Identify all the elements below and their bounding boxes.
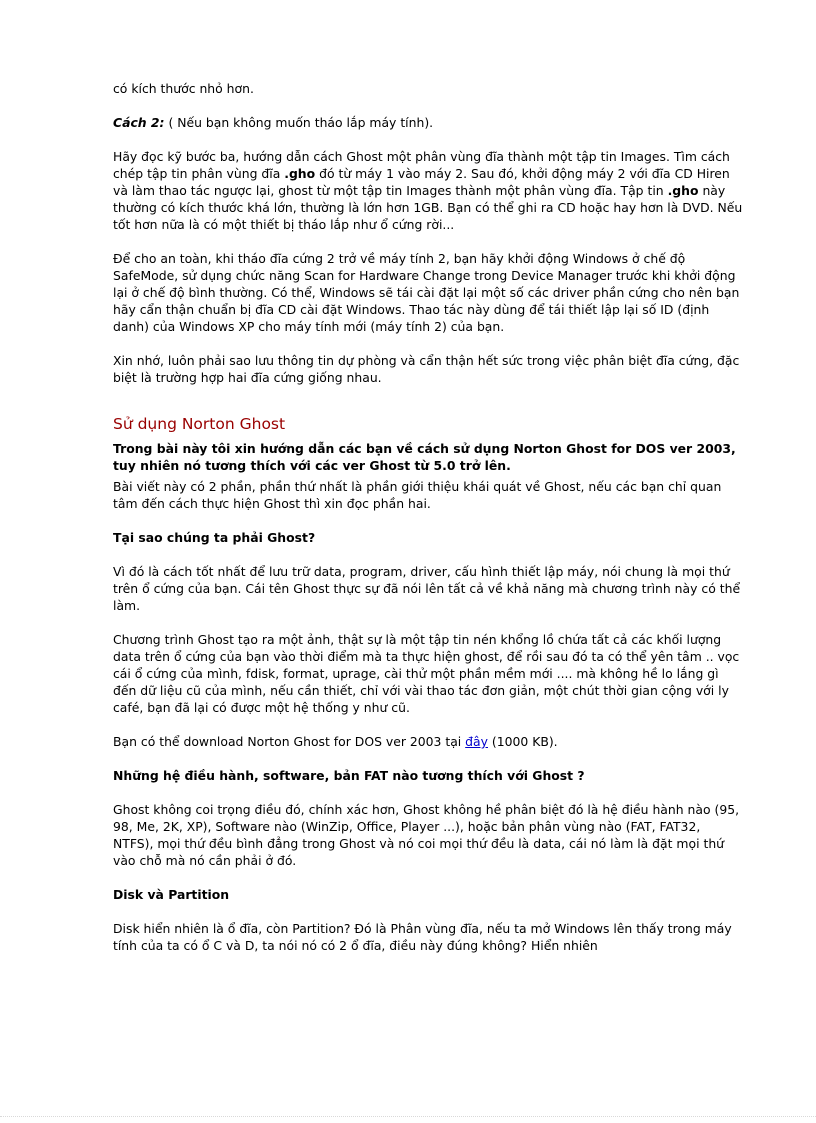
- safemode-paragraph: Để cho an toàn, khi tháo đĩa cứng 2 trở về máy tính 2, bạn hãy khởi động Windows ở chế độ SafeMode, sử dụng chức năng Scan for Hardware Change trong Device Manager trước khi khởi động lại ở chế độ bình thường. Có thể, Windows sẽ tái cài đặt lại một số các driver phần cứng cho nên bạn hãy cẩn thận chuẩn bị đĩa CD cài đặt Windows. Thao tác này dùng để tái thiết lập lại số ID (định danh) của Windows XP cho máy tính mới (máy tính 2) của bạn.: [113, 251, 740, 334]
- gho-extension: .gho: [667, 183, 699, 198]
- disk-paragraph: Disk hiển nhiên là ổ đĩa, còn Partition? Đó là Phân vùng đĩa, nếu ta mở Windows lên thấy trong máy tính của ta có ổ C và D, ta nói nó có 2 ổ đĩa, điều này đúng không? Hiển nhiên: [113, 921, 732, 953]
- method-2-text: ( Nếu bạn không muốn tháo lắp máy tính).: [164, 115, 434, 130]
- backup-paragraph: Xin nhớ, luôn phải sao lưu thông tin dự phòng và cẩn thận hết sức trong việc phân biệt đĩa cứng, đặc biệt là trường hợp hai đĩa cứng giống nhau.: [113, 353, 740, 385]
- why-heading: Tại sao chúng ta phải Ghost?: [113, 530, 316, 545]
- parts-paragraph: Bài viết này có 2 phần, phần thứ nhất là phần giới thiệu khái quát về Ghost, nếu các bạn chỉ quan tâm đến cách thực hiện Ghost thì xin đọc phần hai.: [113, 479, 722, 511]
- why-paragraph: Vì đó là cách tốt nhất để lưu trữ data, program, driver, cấu hình thiết lập máy, nói chung là mọi thứ trên ổ cứng của bạn. Cái tên Ghost thực sự đã nói lên tất cả về khả năng mà chương trình này có thể làm.: [113, 564, 741, 613]
- ghost-steps-text-1: Hãy đọc kỹ bước ba, hướng dẫn cách Ghost một phân vùng đĩa thành một tập tin Images. Tìm cách chép tập tin phân vùng đĩa: [113, 149, 730, 181]
- disk-heading: Disk và Partition: [113, 887, 230, 902]
- download-text-after: (1000 KB).: [487, 734, 558, 749]
- page-bottom-rule: [0, 1116, 816, 1117]
- intro-end-paragraph: có kích thước nhỏ hơn.: [113, 81, 254, 96]
- download-text-before: Bạn có thể download Norton Ghost for DOS ver 2003 tại: [113, 734, 466, 749]
- ghost-steps-paragraph: [113, 148, 743, 233]
- image-paragraph: Chương trình Ghost tạo ra một ảnh, thật sự là một tập tin nén khổng lồ chứa tất cả các khối lượng data trên ổ cứng của bạn vào thời điểm mà ta thực hiện ghost, để rồi sau đó ta có thể yên tâm .. vọc cái ổ cứng của mình, fdisk, format, uprage, cài thử một phần mềm mới .... mà không hề lo lắng gì đến dữ liệu cũ của mình, nếu cần thiết, chỉ với vài thao tác đơn giản, một chút thời gian cộng với ly café, bạn đã lại có được một hệ thống y như cũ.: [113, 632, 740, 715]
- lead-paragraph: Trong bài này tôi xin hướng dẫn các bạn về cách sử dụng Norton Ghost for DOS ver 2003, tuy nhiên nó tương thích với các ver Ghost từ 5.0 trở lên.: [113, 441, 736, 473]
- method-2-label: Cách 2:: [113, 115, 165, 130]
- method-2-paragraph: [113, 114, 743, 131]
- download-paragraph: [113, 733, 743, 750]
- section-title: Sử dụng Norton Ghost: [113, 415, 286, 433]
- gho-extension: .gho: [284, 166, 316, 181]
- os-heading: Những hệ điều hành, software, bản FAT nào tương thích với Ghost ?: [113, 768, 585, 783]
- ghost-steps-text-2: đó từ máy 1 vào máy 2. Sau đó, khởi động máy 2 với đĩa CD Hiren và làm thao tác ngược lại, ghost từ một tập tin Images thành một phân vùng đĩa. Tập tin: [113, 166, 730, 198]
- document-page: [113, 80, 743, 954]
- ghost-steps-text-3: này thường có kích thước khá lớn, thường là lớn hơn 1GB. Bạn có thể ghi ra CD hoặc hay hơn là DVD. Nếu tốt hơn nữa là có một thiết bị tháo lắp như ổ cứng rời...: [113, 183, 743, 232]
- os-paragraph: Ghost không coi trọng điều đó, chính xác hơn, Ghost không hề phân biệt đó là hệ điều hành nào (95, 98, Me, 2K, XP), Software nào (WinZip, Office, Player ...), hoặc bản phân vùng nào (FAT, FAT32, NTFS), mọi thứ đều bình đẳng trong Ghost và nó coi mọi thứ đều là data, cái nó làm là đặt mọi thứ vào chỗ mà nó cần phải ở đó.: [113, 802, 740, 868]
- download-link[interactable]: đây: [465, 734, 488, 749]
